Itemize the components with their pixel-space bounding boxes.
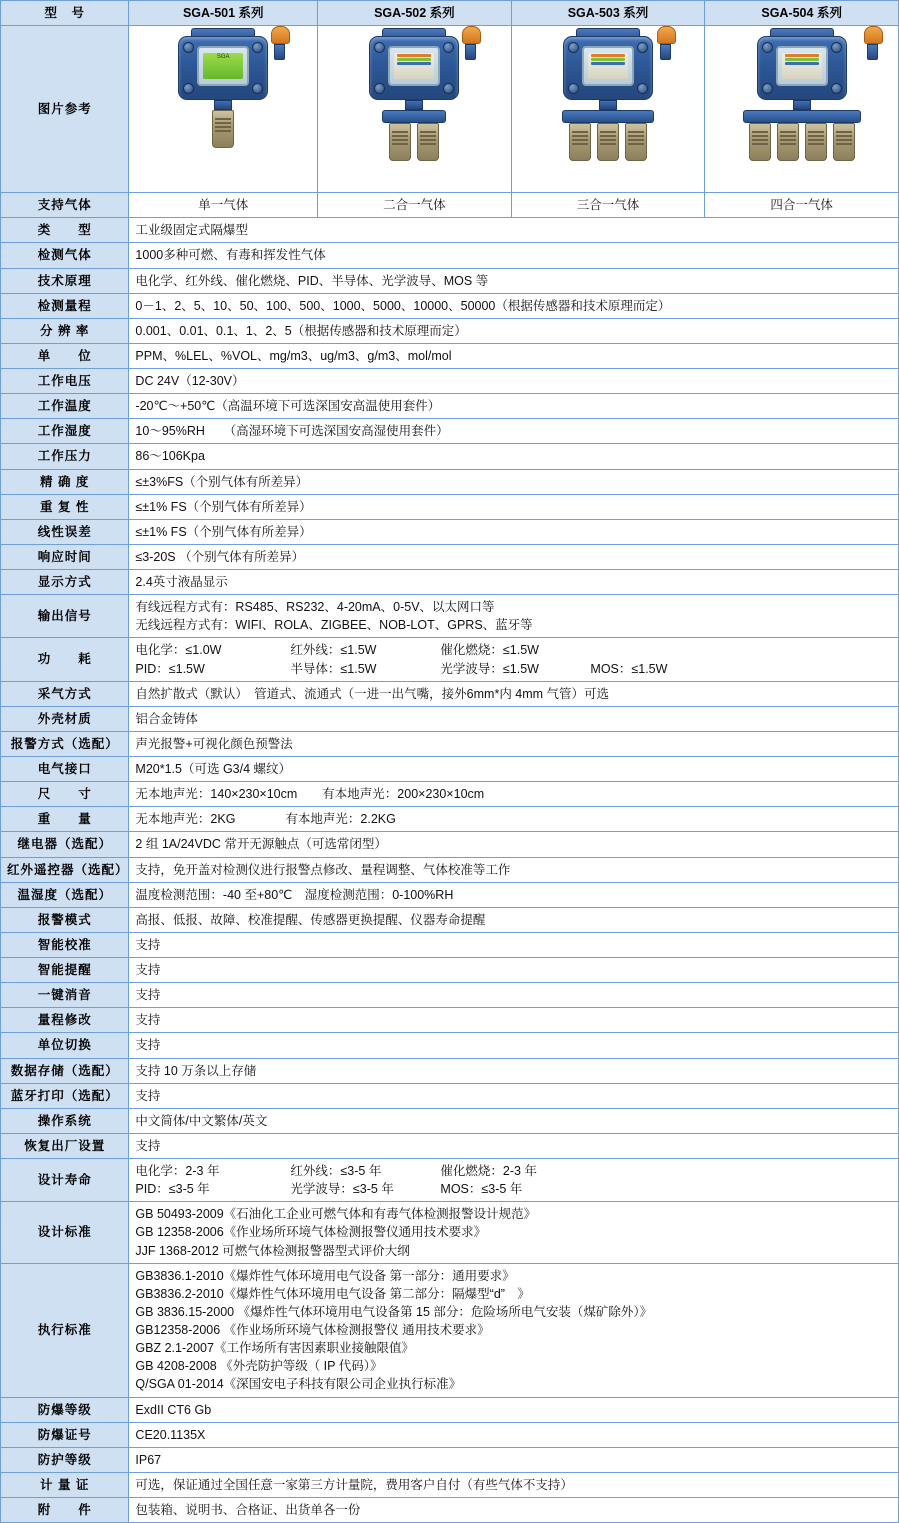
row-value-line: 中文简体/中文繁体/英文 — [135, 1113, 268, 1128]
table-row — [1, 1133, 899, 1158]
device-manifold — [562, 110, 654, 123]
table-row — [1, 469, 899, 494]
row-label: 量程修改 — [1, 1008, 129, 1033]
row-value-item: PID：≤1.5W — [135, 661, 205, 676]
table-row — [1, 1008, 899, 1033]
table-row-images — [1, 26, 899, 193]
row-value-line — [135, 1162, 892, 1180]
row-value — [129, 494, 899, 519]
lcd-screen — [782, 53, 822, 79]
row-value — [129, 1058, 899, 1083]
row-value-line: 支持 10 万条以上存储 — [135, 1063, 257, 1078]
table-row — [1, 1058, 899, 1083]
row-label: 技术原理 — [1, 268, 129, 293]
row-value-line: GB3836.1-2010《爆炸性气体环境用电气设备 第一部分：通用要求》 — [135, 1268, 515, 1283]
row-label: 响应时间 — [1, 544, 129, 569]
row-label: 报警方式（选配） — [1, 731, 129, 756]
table-row — [1, 1447, 899, 1472]
row-value-line: 支持，免开盖对检测仪进行报警点修改、量程调整、气体校准等工作 — [135, 862, 511, 877]
row-label: 执行标准 — [1, 1263, 129, 1397]
sensor-probe — [389, 123, 411, 161]
row-value — [129, 1083, 899, 1108]
device-housing — [563, 36, 653, 100]
row-value-line: 无线远程方式有：WIFI、ROLA、ZIGBEE、NOB-LOT、GPRS、蓝牙等 — [135, 618, 533, 633]
table-row — [1, 394, 899, 419]
alarm-beacon-icon — [462, 26, 479, 56]
table-row — [1, 1159, 899, 1202]
row-value — [129, 293, 899, 318]
row-value — [129, 444, 899, 469]
table-row — [1, 681, 899, 706]
sensor-probe — [833, 123, 855, 161]
row-value — [129, 706, 899, 731]
row-label-image: 图片参考 — [1, 26, 129, 193]
table-row — [1, 595, 899, 638]
row-label: 检测量程 — [1, 293, 129, 318]
gas-support-value-2: 二合一气体 — [318, 193, 512, 218]
row-value-line: 工业级固定式隔爆型 — [135, 223, 248, 238]
row-value — [129, 369, 899, 394]
row-value-line: GBZ 2.1-2007《工作场所有害因素职业接触限值》 — [135, 1341, 414, 1356]
sensor-probe — [805, 123, 827, 161]
device-display-window — [197, 46, 249, 86]
sensor-probe — [625, 123, 647, 161]
row-label: 工作压力 — [1, 444, 129, 469]
row-value — [129, 1202, 899, 1263]
row-value-line: IP67 — [135, 1452, 162, 1467]
row-value-line: -20℃～+50℃（高温环境下可选深国安高温使用套件） — [135, 399, 441, 414]
row-value-item: 电化学：2-3 年 — [135, 1164, 220, 1178]
row-label: 单 位 — [1, 343, 129, 368]
row-value-line: 支持 — [135, 937, 161, 952]
table-row — [1, 268, 899, 293]
table-row — [1, 570, 899, 595]
bolt-icon — [252, 83, 263, 94]
table-row — [1, 882, 899, 907]
gas-support-value-3: 三合一气体 — [511, 193, 705, 218]
lcd-screen: SGA — [203, 53, 243, 79]
device-housing — [369, 36, 459, 100]
row-value-line: GB 12358-2006《作业场所环境气体检测报警仪通用技术要求》 — [135, 1225, 487, 1240]
table-row — [1, 1202, 899, 1263]
bolt-icon — [762, 42, 773, 53]
sensor-probe — [749, 123, 771, 161]
gas-support-value-1: 单一气体 — [129, 193, 318, 218]
row-value — [129, 1108, 899, 1133]
device-manifold — [743, 110, 861, 123]
table-row — [1, 544, 899, 569]
row-value — [129, 857, 899, 882]
row-value-line: 0.001、0.01、0.1、1、2、5（根据传感器和技术原理而定） — [135, 323, 467, 338]
row-label: 工作电压 — [1, 369, 129, 394]
table-row — [1, 706, 899, 731]
row-value-line: 支持 — [135, 1038, 161, 1053]
row-label: 重 量 — [1, 807, 129, 832]
row-value-line: 支持 — [135, 1138, 161, 1153]
device-neck — [214, 100, 232, 110]
device-image-3 — [511, 26, 705, 193]
row-value — [129, 757, 899, 782]
alarm-beacon-icon — [271, 26, 288, 56]
row-label: 温湿度（选配） — [1, 882, 129, 907]
row-label: 功 耗 — [1, 638, 129, 681]
row-value-line: 电化学、红外线、催化燃烧、PID、半导体、光学波导、MOS 等 — [135, 273, 489, 288]
row-label-gas-support: 支持气体 — [1, 193, 129, 218]
row-label: 分 辨 率 — [1, 318, 129, 343]
bolt-icon — [762, 83, 773, 94]
row-value-line: 可选，保证通过全国任意一家第三方计量院，费用客户自付（有些气体不支持） — [135, 1477, 573, 1492]
row-value-item: 催化燃烧：2-3 年 — [440, 1164, 537, 1178]
row-label: 显示方式 — [1, 570, 129, 595]
row-label: 外壳材质 — [1, 706, 129, 731]
table-row — [1, 958, 899, 983]
row-value-line: 10～95%RH （高湿环境下可选深国安高湿使用套件） — [135, 424, 449, 439]
row-value-line: Q/SGA 01-2014《深国安电子科技有限公司企业执行标准》 — [135, 1377, 462, 1392]
row-value-line: GB12358-2006 《作业场所环境气体检测报警仪 通用技术要求》 — [135, 1323, 490, 1337]
row-value-item: 光学波导：≤1.5W — [440, 661, 539, 676]
device-image-2 — [318, 26, 512, 193]
bolt-icon — [568, 42, 579, 53]
bolt-icon — [374, 42, 385, 53]
device-display-window — [776, 46, 828, 86]
row-label: 附 件 — [1, 1498, 129, 1523]
row-value — [129, 1159, 899, 1202]
table-row — [1, 1083, 899, 1108]
row-value — [129, 394, 899, 419]
row-value-line: 铝合金铸体 — [135, 711, 198, 726]
device-display-window — [388, 46, 440, 86]
row-label: 检测气体 — [1, 243, 129, 268]
sensor-group — [562, 123, 654, 161]
row-label: 防爆证号 — [1, 1422, 129, 1447]
device-housing — [178, 36, 268, 100]
sensor-group — [369, 123, 459, 161]
row-label: 防爆等级 — [1, 1397, 129, 1422]
row-value-item: 催化燃烧：≤1.5W — [440, 643, 539, 658]
sensor-group — [743, 123, 861, 161]
device-display-window — [582, 46, 634, 86]
gas-support-value-4: 四合一气体 — [705, 193, 899, 218]
row-value-line: 1000多种可燃、有毒和挥发性气体 — [135, 248, 326, 263]
sensor-probe — [212, 110, 234, 148]
table-row — [1, 1498, 899, 1523]
table-row — [1, 731, 899, 756]
row-value-line — [135, 660, 892, 678]
row-value-line: 支持 — [135, 988, 161, 1003]
row-value — [129, 1498, 899, 1523]
row-value — [129, 1263, 899, 1397]
row-value-line: 支持 — [135, 963, 161, 977]
row-value — [129, 570, 899, 595]
device-image-4 — [705, 26, 899, 193]
row-value-line: ExdII CT6 Gb — [135, 1402, 212, 1417]
table-row — [1, 1422, 899, 1447]
bolt-icon — [183, 83, 194, 94]
row-value — [129, 932, 899, 957]
row-value — [129, 268, 899, 293]
row-value-line: 包装箱、说明书、合格证、出货单各一份 — [135, 1503, 361, 1517]
row-value-item: 半导体：≤1.5W — [290, 661, 377, 676]
row-value — [129, 1447, 899, 1472]
row-value-item: 电化学：≤1.0W — [135, 643, 222, 658]
row-label: 单位切换 — [1, 1033, 129, 1058]
row-value — [129, 1422, 899, 1447]
device-housing — [757, 36, 847, 100]
row-value-line: ≤±3%FS（个别气体有所差异） — [135, 474, 309, 489]
sensor-probe — [777, 123, 799, 161]
row-value-line: 86～106Kpa — [135, 449, 205, 464]
row-value — [129, 1397, 899, 1422]
bolt-icon — [374, 83, 385, 94]
row-value — [129, 638, 899, 681]
device-neck — [599, 100, 617, 110]
row-value-item: MOS：≤1.5W — [590, 661, 668, 676]
row-value-line: GB 3836.15-2000 《爆炸性气体环境用电气设备第 15 部分：危险场所电气安装（煤矿除外）》 — [135, 1304, 653, 1319]
row-label-model: 型 号 — [1, 1, 129, 26]
alarm-beacon-icon — [657, 26, 674, 56]
row-label: 工作湿度 — [1, 419, 129, 444]
sensor-probe — [417, 123, 439, 161]
row-value-line: 无本地声光：2KG 有本地声光：2.2KG — [135, 812, 396, 827]
sensor-probe — [597, 123, 619, 161]
bolt-icon — [443, 83, 454, 94]
row-value — [129, 544, 899, 569]
bolt-icon — [183, 42, 194, 53]
table-row — [1, 1397, 899, 1422]
lcd-screen — [394, 53, 434, 79]
row-value-line: CE20.1135X — [135, 1427, 206, 1442]
table-row-gas-support — [1, 193, 899, 218]
table-row — [1, 343, 899, 368]
row-value-line: PPM、%LEL、%VOL、mg/m3、ug/m3、g/m3、mol/mol — [135, 348, 452, 363]
row-value-line: ≤3-20S （个别气体有所差异） — [135, 549, 305, 564]
table-row — [1, 757, 899, 782]
row-label: 计 量 证 — [1, 1472, 129, 1497]
device-image-1 — [129, 26, 318, 193]
row-label: 红外遥控器（选配） — [1, 857, 129, 882]
table-row — [1, 1263, 899, 1397]
bolt-icon — [443, 42, 454, 53]
row-label: 输出信号 — [1, 595, 129, 638]
row-value-line — [135, 1180, 892, 1198]
table-row — [1, 1108, 899, 1133]
row-value — [129, 1133, 899, 1158]
table-row — [1, 1472, 899, 1497]
row-value-line: M20*1.5（可选 G3/4 螺纹） — [135, 762, 292, 776]
row-value-line: 高报、低报、故障、校准提醒、传感器更换提醒、仪器寿命提醒 — [135, 912, 486, 927]
row-value-line: 声光报警+可视化颜色预警法 — [135, 736, 293, 751]
row-value-line: 无本地声光：140×230×10cm 有本地声光：200×230×10cm — [135, 787, 485, 802]
row-value-line: GB3836.2-2010《爆炸性气体环境用电气设备 第二部分：隔爆型“d” 》 — [135, 1286, 530, 1301]
row-value — [129, 343, 899, 368]
bolt-icon — [637, 83, 648, 94]
row-label: 智能校准 — [1, 932, 129, 957]
row-label: 蓝牙打印（选配） — [1, 1083, 129, 1108]
row-value-line: ≤±1% FS（个别气体有所差异） — [135, 499, 312, 514]
row-label: 设计寿命 — [1, 1159, 129, 1202]
row-value — [129, 782, 899, 807]
row-value-line: 温度检测范围：-40 至+80℃ 湿度检测范围：0-100%RH — [135, 887, 454, 902]
row-label: 采气方式 — [1, 681, 129, 706]
sensor-group — [178, 110, 268, 148]
table-row — [1, 832, 899, 857]
row-value-line: ≤±1% FS（个别气体有所差异） — [135, 524, 312, 539]
table-row — [1, 369, 899, 394]
row-value-item: PID：≤3-5 年 — [135, 1182, 210, 1197]
bolt-icon — [252, 42, 263, 53]
row-value — [129, 807, 899, 832]
row-value — [129, 681, 899, 706]
table-row — [1, 519, 899, 544]
bolt-icon — [831, 83, 842, 94]
row-value-line: DC 24V（12-30V） — [135, 374, 245, 388]
table-row — [1, 444, 899, 469]
row-label: 重 复 性 — [1, 494, 129, 519]
row-label: 操作系统 — [1, 1108, 129, 1133]
spec-row-container — [1, 218, 899, 1523]
row-value — [129, 882, 899, 907]
row-label: 继电器（选配） — [1, 832, 129, 857]
row-label: 数据存储（选配） — [1, 1058, 129, 1083]
table-row — [1, 494, 899, 519]
row-value-line: JJF 1368-2012 可燃气体检测报警器型式评价大纲 — [135, 1243, 410, 1258]
table-row — [1, 293, 899, 318]
row-value — [129, 907, 899, 932]
bolt-icon — [637, 42, 648, 53]
row-value-item: 红外线：≤3-5 年 — [290, 1164, 382, 1178]
row-value — [129, 469, 899, 494]
row-label: 线性误差 — [1, 519, 129, 544]
row-value — [129, 983, 899, 1008]
row-label: 电气接口 — [1, 757, 129, 782]
table-row — [1, 983, 899, 1008]
row-label: 智能提醒 — [1, 958, 129, 983]
row-value — [129, 1472, 899, 1497]
row-value-line — [135, 641, 892, 659]
row-label: 恢复出厂设置 — [1, 1133, 129, 1158]
row-value-line: 2 组 1A/24VDC 常开无源触点（可选常闭型） — [135, 837, 387, 852]
row-value-line: 2.4英寸液晶显示 — [135, 575, 228, 589]
row-label: 防护等级 — [1, 1447, 129, 1472]
row-value — [129, 595, 899, 638]
row-value-item: MOS：≤3-5 年 — [440, 1182, 523, 1197]
bolt-icon — [568, 83, 579, 94]
row-value — [129, 958, 899, 983]
row-value-item: 光学波导：≤3-5 年 — [290, 1182, 394, 1197]
row-label: 报警模式 — [1, 907, 129, 932]
row-label: 尺 寸 — [1, 782, 129, 807]
table-row — [1, 857, 899, 882]
device-manifold — [382, 110, 446, 123]
table-row — [1, 782, 899, 807]
row-label: 精 确 度 — [1, 469, 129, 494]
row-label: 一键消音 — [1, 983, 129, 1008]
table-row — [1, 419, 899, 444]
row-value-item: 红外线：≤1.5W — [290, 643, 377, 658]
row-value — [129, 218, 899, 243]
row-value-line: 有线远程方式有：RS485、RS232、4-20mA、0-5V、以太网口等 — [135, 600, 495, 615]
table-row — [1, 638, 899, 681]
row-value — [129, 1008, 899, 1033]
sensor-probe — [569, 123, 591, 161]
row-label: 设计标准 — [1, 1202, 129, 1263]
alarm-beacon-icon — [864, 26, 881, 56]
row-value — [129, 1033, 899, 1058]
device-neck — [793, 100, 811, 110]
model-header-1: SGA-501 系列 — [129, 1, 318, 26]
row-value-line: 支持 — [135, 1088, 161, 1103]
row-value — [129, 243, 899, 268]
row-value — [129, 419, 899, 444]
table-row — [1, 932, 899, 957]
row-value-line: 0－1、2、5、10、50、100、500、1000、5000、10000、50000（根据传感器和技术原理而定） — [135, 298, 671, 313]
row-value — [129, 519, 899, 544]
row-value — [129, 318, 899, 343]
bolt-icon — [831, 42, 842, 53]
row-value-line: GB 4208-2008 《外壳防护等级（ IP 代码）》 — [135, 1359, 383, 1374]
model-header-3: SGA-503 系列 — [511, 1, 705, 26]
table-row-model — [1, 1, 899, 26]
table-row — [1, 1033, 899, 1058]
lcd-screen — [588, 53, 628, 79]
row-value-line: 自然扩散式（默认） 管道式、流通式（一进一出气嘴，接外6mm*内 4mm 气管）可选 — [135, 686, 610, 701]
row-label: 工作温度 — [1, 394, 129, 419]
table-row — [1, 218, 899, 243]
model-header-4: SGA-504 系列 — [705, 1, 899, 26]
row-label: 类 型 — [1, 218, 129, 243]
row-value — [129, 731, 899, 756]
table-row — [1, 243, 899, 268]
table-row — [1, 807, 899, 832]
device-neck — [405, 100, 423, 110]
table-row — [1, 907, 899, 932]
table-row — [1, 318, 899, 343]
row-value-line: GB 50493-2009《石油化工企业可燃气体和有毒气体检测报警设计规范》 — [135, 1207, 537, 1222]
row-value — [129, 832, 899, 857]
model-header-2: SGA-502 系列 — [318, 1, 512, 26]
row-value-line: 支持 — [135, 1013, 161, 1028]
